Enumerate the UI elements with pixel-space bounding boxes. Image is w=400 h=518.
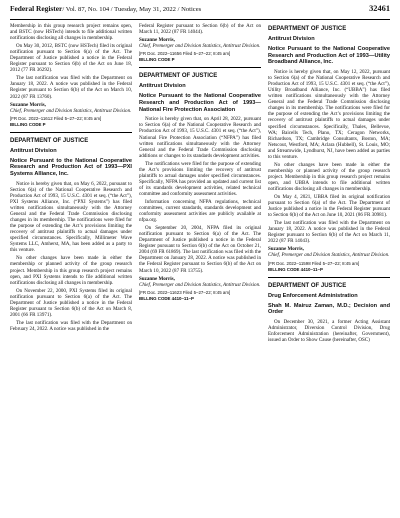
billing-code: BILLING CODE 4410–11–P	[268, 266, 323, 272]
department-heading: DEPARTMENT OF JUSTICE	[268, 26, 347, 32]
paragraph: Information concerning NFPA regulations, technical committees, current standards, standards development and conformity assessment activities are publicly available at nfpa.org.	[139, 199, 261, 224]
paragraph: On May 30, 2012, BSTC (now HSTech) filed its original notification pursuant to Section 6(a) of the Act. The Department of Justice published a notice in the Federal Register pursuant to Section 6(b) of the Act on June 18, 2012 (77 FR 36292).	[10, 43, 132, 74]
paragraph: Federal Register pursuant to Section 6(b) of the Act on March 11, 2022 (87 FR 14044).	[139, 23, 261, 36]
signature-name: Suzanne Morris,	[268, 246, 304, 253]
signature-name: Suzanne Morris,	[139, 275, 175, 282]
paragraph: No other changes have been made in either the membership or planned activity of the group research project. Membership in this group research project remains open, and UBBA intends to file additional written notifications disclosing all changes in membership.	[268, 161, 390, 192]
issue-details: / Vol. 87, No. 104 / Tuesday, May 31, 2022 / Notices	[62, 6, 202, 13]
section-divider	[10, 132, 132, 133]
page-header	[10, 4, 390, 18]
bureau-heading: Antitrust Division	[139, 83, 186, 90]
paragraph: On December 30, 2021, a former Acting Assistant Administrator, Diversion Control Division, Drug Enforcement Administration (hereinafter, Government), issued an Order to Show Cause (hereinafter, OSC)	[268, 319, 390, 344]
signature-name: Suzanne Morris,	[10, 101, 46, 108]
department-heading: DEPARTMENT OF JUSTICE	[10, 137, 89, 144]
paragraph: Notice is hereby given that, on May 6, 2022, pursuant to Section 6(a) of the National Cooperative Research and Production Act of 1993, 15 U.S.C. 4301 et seq. (“the Act”), PXI Systems Alliance, Inc. (“PXI Systems”) has filed written notifications simultaneously with the Attorney General and the Federal Trade Commission disclosing changes in its membership. The notifications were filed for the purpose of extending the Act’s provisions limiting the recovery of antitrust plaintiffs to actual damages under specified circumstances. Specifically, Millimeter Wave Systems LLC, Amherst, MA, has been added as a party to this venture.	[10, 180, 132, 254]
paragraph: On May 4, 2021, UBBA filed its original notification pursuant to Section 6(a) of the Act. The Department of Justice published a notice in the Federal Register pursuant to Section 6(b) of the Act on June 10, 2021 (86 FR 30981).	[268, 194, 390, 219]
paragraph: The notifications were filed for the purpose of extending the Act’s provisions limiting the recovery of antitrust plaintiffs to actual damages under specified circumstances. Specifically, NFPA has provided an updated and current list of its standards development activities, related technical committee and conformity assessment activities.	[139, 160, 261, 197]
signature-name: Suzanne Morris,	[139, 37, 175, 44]
department-heading: DEPARTMENT OF JUSTICE	[139, 73, 218, 80]
signature-title: Chief, Premerger and Division Statistics, Antitrust Division.	[268, 252, 390, 259]
fr-doc-line: [FR Doc. 2022–11612 Filed 5–27–22; 8:45 am]	[10, 115, 102, 121]
signature-title: Chief, Premerger and Division Statistics, Antitrust Division.	[139, 43, 261, 50]
paragraph: The last notification was filed with the Department on January 18, 2022. A notice was published in the Federal Register pursuant to Section 6(b) of the Act on March 11, 2022 (87 FR 14043).	[268, 220, 390, 245]
notice-title: Notice Pursuant to the National Cooperative Research and Production Act of 1993—Utility Broadband Alliance, Inc.	[268, 46, 390, 66]
paragraph: On November 22, 2000, PXI Systems filed its original notification pursuant to Section 6(a) of the Act. The Department of Justice published a notice in the Federal Register pursuant to Section 6(b) of the Act on March 8, 2001 (66 FR 13971).	[10, 287, 132, 318]
billing-code: BILLING CODE P	[10, 121, 46, 127]
fr-doc-line: [FR Doc. 2022–11598 Filed 5–27–22; 8:45 am]	[268, 260, 360, 266]
column-2	[139, 23, 261, 304]
paragraph: Notice is hereby given that, on April 28, 2022, pursuant to Section 6(a) of the National Cooperative Research and Production Act of 1993, 15 U.S.C. 4301 et seq. (“the Act”), National Fire Protection Association (“NFPA”) has filed written notifications simultaneously with the Attorney General and the Federal Trade Commission disclosing additions or changes to its standards development activities.	[139, 116, 261, 159]
page-number: 32461	[369, 4, 390, 13]
notice-title: Notice Pursuant to the National Cooperative Research and Production Act of 1993—National Fire Protection Association	[139, 93, 261, 113]
paragraph: The last notification was filed with the Department on February 24, 2022. A notice was published in the	[10, 319, 132, 332]
fr-doc-line: [FR Doc. 2022–11656 Filed 5–27–22; 8:45 am]	[139, 51, 231, 57]
notice-title: Shah M. Mairuz Zaman, M.D.; Decision and Order	[268, 302, 390, 316]
paragraph: Notice is hereby given that, on May 12, 2022, pursuant to Section 6(a) of the National Cooperative Research and Production Act of 1993, 15 U.S.C. 4301 et seq. (“the Act”), Utility Broadband Alliance, Inc. (“UBBA”) has filed written notifications simultaneously with the Attorney General and the Federal Trade Commission disclosing changes in its membership. The notifications were filed for the purpose of extending the Act’s provisions limiting the recovery of antitrust plaintiffs to actual damages under specified circumstances. Specifically, Thales, Bellevue, WA; Baicells Tech, Plano, TX; Ceragon Networks, Richardson, TX; Cambridge Consultants, Boston, MA; Netscout, Westford, MA; Aclara (Hubbell), St. Louis, MO; and Streamwide, Lyndhurst, NJ, have been added as parties to this venture.	[268, 69, 390, 160]
paragraph: Membership in this group research project remains open, and BSTC (now HSTech) intends to file additional written notifications disclosing all changes in membership.	[10, 23, 132, 42]
signature-title: Chief, Premerger and Division Statistics, Antitrust Division.	[139, 281, 261, 288]
header-rule	[10, 19, 390, 20]
notice-title: Notice Pursuant to the National Cooperative Research and Production Act of 1993—PXI Systems Alliance, Inc.	[10, 157, 132, 178]
column-3	[268, 23, 390, 345]
bureau-heading: Antitrust Division	[268, 36, 315, 42]
column-1	[10, 23, 132, 334]
department-heading: DEPARTMENT OF JUSTICE	[268, 282, 347, 289]
billing-code: BILLING CODE 4410–11–P	[139, 295, 194, 301]
publication-name: Federal Register	[10, 4, 63, 13]
billing-code: BILLING CODE P	[139, 57, 175, 63]
paragraph: No other changes have been made in either the membership or planned activity of the group research project. Membership in this group research project remains open, and PXI Systems intends to file additional written notifications disclosing all changes in membership.	[10, 255, 132, 286]
signature-title: Chief, Premerger and Division Statistics, Antitrust Division.	[10, 107, 132, 114]
section-divider	[268, 277, 390, 278]
section-divider	[139, 67, 261, 68]
bureau-heading: Drug Enforcement Administration	[268, 292, 358, 299]
bureau-heading: Antitrust Division	[10, 147, 57, 154]
paragraph: On September 20, 2004, NFPA filed its original notification pursuant to Section 6(a) of the Act. The Department of Justice published a notice in the Federal Register pursuant to Section 6(b) of the Act on October 21, 2004 (69 FR 61869). The last notification was filed with the Department on January 28, 2022. A notice was published in the Federal Register pursuant to Section 6(b) of the Act on March 10, 2022 (87 FR 13755).	[139, 225, 261, 274]
fr-doc-line: [FR Doc. 2022–11623 Filed 5–27–22; 8:45 am]	[139, 289, 231, 295]
paragraph: The last notification was filed with the Department on January 18, 2022. A notice was published in the Federal Register pursuant to Section 6(b) of the Act on March 10, 2022 (87 FR 13760).	[10, 75, 132, 100]
